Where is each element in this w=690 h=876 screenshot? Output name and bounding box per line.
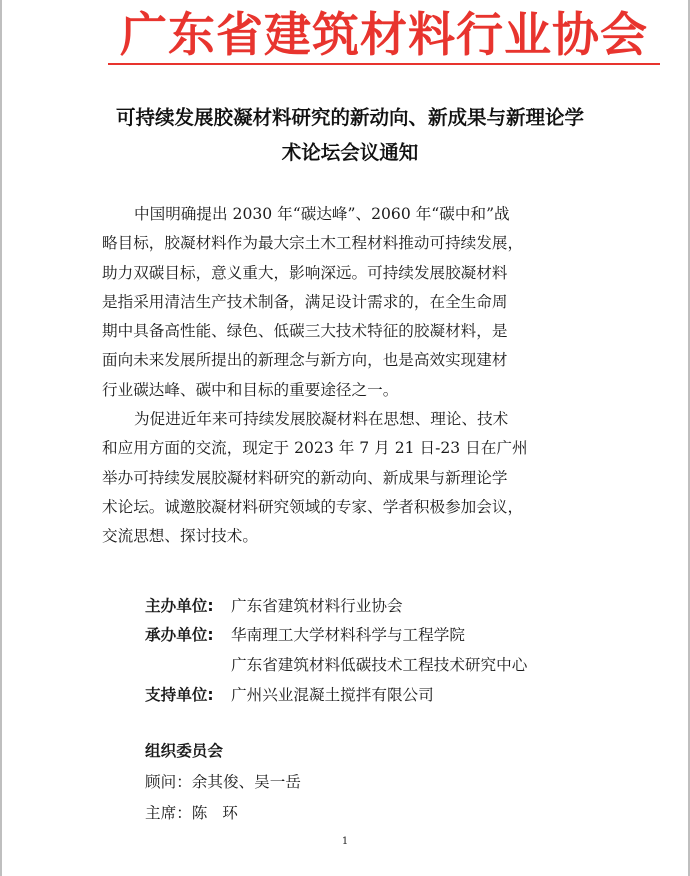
body-line: 术论坛。诚邀胶凝材料研究领域的专家、学者积极参加会议， [102, 497, 524, 516]
body-line: 略目标，胶凝材料作为最大宗土木工程材料推动可持续发展， [102, 234, 524, 253]
document-title [100, 100, 600, 170]
committee-block [145, 736, 545, 829]
co-organizer-row-continued [145, 649, 605, 679]
title-line-1: 可持续发展胶凝材料研究的新动向、新成果与新理论学 [115, 106, 584, 129]
body-line: 是指采用清洁生产技术制备，满足设计需求的，在全生命周 [102, 292, 508, 311]
body-line: 面向未来发展所提出的新理念与新方向，也是高效实现建材 [102, 351, 508, 370]
letterhead-rule [108, 63, 660, 65]
page-border-left [0, 0, 2, 876]
page-number: 1 [341, 836, 349, 847]
body-line: 交流思想、探讨技术。 [102, 527, 258, 546]
title-line-2: 术论坛会议通知 [281, 141, 419, 164]
organizers-block [145, 590, 605, 708]
co-organizer-label: 承办单位: [145, 626, 214, 645]
host-value: 广东省建筑材料行业协会 [231, 596, 403, 615]
committee-advisor: 顾问：余其俊、吴一岳 [145, 773, 301, 791]
host-row [145, 590, 605, 620]
body-line: 为促进近年来可持续发展胶凝材料在思想、理论、技术 [134, 410, 509, 429]
co-organizer-value-2: 广东省建筑材料低碳技术工程技术研究中心 [231, 655, 528, 674]
body-line: 中国明确提出 2030 年“碳达峰”、2060 年“碳中和”战 [134, 205, 510, 223]
body-line: 助力双碳目标，意义重大，影响深远。可持续发展胶凝材料 [102, 263, 508, 282]
co-organizer-value-1: 华南理工大学材料科学与工程学院 [231, 626, 465, 645]
committee-heading: 组织委员会 [145, 742, 223, 760]
supporter-value: 广州兴业混凝土搅拌有限公司 [231, 685, 434, 704]
committee-chair: 主席：陈 环 [145, 804, 238, 822]
body-paragraphs [102, 200, 600, 552]
body-line: 和应用方面的交流，现定于 2023 年 7 月 21 日-23 日在广州 [102, 439, 528, 458]
co-organizer-row [145, 620, 605, 650]
body-line: 举办可持续发展胶凝材料研究的新动向、新成果与新理论学 [102, 468, 508, 487]
supporter-label: 支持单位: [145, 685, 214, 704]
body-line: 行业碳达峰、碳中和目标的重要途径之一。 [102, 380, 399, 399]
supporter-row [145, 679, 605, 709]
body-line: 期中具备高性能、绿色、低碳三大技术特征的胶凝材料，是 [102, 322, 508, 341]
host-label: 主办单位: [145, 596, 214, 615]
letterhead-org-name: 广东省建筑材料行业协会 [120, 7, 648, 63]
